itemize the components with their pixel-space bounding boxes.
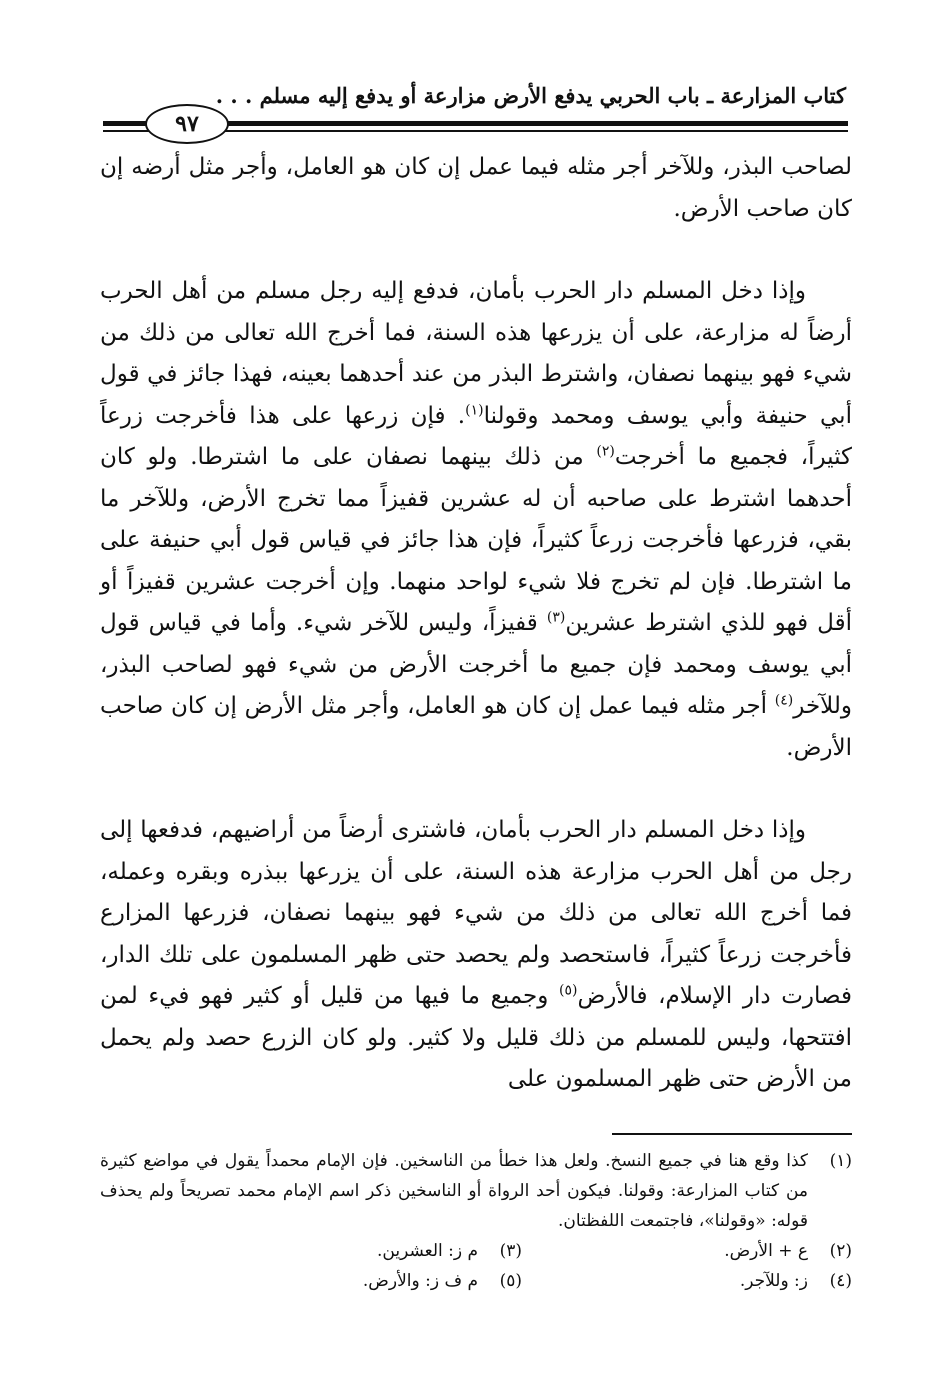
- running-title: كتاب المزارعة ـ باب الحربي يدفع الأرض مزارعة أو يدفع إليه مسلم . . .: [215, 83, 846, 108]
- paragraph-2-part-1: وإذا دخل المسلم دار الحرب بأمان، فدفع إليه رجل مسلم من أهل الحرب أرضاً له مزارعة، على أن يزرعها هذه السنة، فما أخرج الله تعالى من ذلك من شيء فهو بينهما نصفان، واشترط البذر من عند أحدهما بعينه، فهذا جائز في قول أبي حنيفة وأبي يوسف ومحمد وقولنا: [100, 278, 852, 429]
- paragraph-2-part-4: قفيزاً، وليس للآخر شيء. وأما في قياس قول أبي يوسف ومحمد فإن جميع ما أخرجت الأرض من شيء فهو لصاحب البذر، وللآخر: [100, 610, 852, 719]
- footnote-row-4-5: [100, 1266, 852, 1296]
- footnote-number: (٢): [829, 1241, 852, 1261]
- footnote-ref-3: (٣): [546, 609, 566, 626]
- footnote-number: (٤): [829, 1271, 852, 1291]
- body-text: [100, 147, 852, 1101]
- footnote-ref-4: (٤): [774, 692, 794, 709]
- footnote-ref-5: (٥): [559, 982, 578, 999]
- page-number: ٩٧: [145, 104, 229, 144]
- footnote-1: [100, 1146, 852, 1236]
- footnote-3: [192, 1236, 522, 1266]
- footnote-text: كذا وقع هنا في جميع النسخ. ولعل هذا خطأ من الناسخين. فإن الإمام محمداً يقول في مواضع كثيرة من كتاب المزارعة: وقولنا. فيكون أحد الرواة أو الناسخين ذكر اسم الإمام محمد تصريحاً ولم يحذف قوله: «وقولنا»، فاجتمعت اللفظتان.: [100, 1151, 808, 1231]
- footnote-text: م ز: العشرين.: [377, 1241, 478, 1261]
- paragraph-2: [100, 271, 852, 769]
- paragraph-3-part-2: وجميع ما فيها من قليل أو كثير فهو فيء لمن افتتحها، وليس للمسلم من ذلك قليل ولا كثير. ولو كان الزرع حصد ولم يحمل من الأرض حتى ظهر المسلمون على: [100, 983, 852, 1092]
- footnote-number: (٣): [499, 1241, 522, 1261]
- paragraph-2-part-2: . فإن زرعها على هذا فأخرجت زرعاً كثيراً، فجميع ما أخرجت: [100, 402, 853, 470]
- footnote-ref-2: (٢): [596, 443, 615, 460]
- footnote-ref-1: (١): [465, 401, 484, 418]
- footnote-4: [522, 1266, 852, 1296]
- footnotes: [100, 1146, 852, 1296]
- footnote-2: [522, 1236, 852, 1266]
- paragraph-1: لصاحب البذر، وللآخر أجر مثله فيما عمل إن كان هو العامل، وأجر مثل أرضه إن كان صاحب الأرض.: [100, 154, 852, 222]
- footnote-number: (٥): [499, 1271, 522, 1291]
- footnote-divider: [612, 1133, 852, 1135]
- footnote-number: (١): [829, 1151, 852, 1171]
- paragraph-2-part-3: من ذلك بينهما نصفان على ما اشترطا. ولو كان أحدهما اشترط على صاحبه أن له عشرين قفيزاً مما تخرج الأرض، وللآخر ما بقي، فزرعها فأخرجت زرعاً كثيراً، فإن هذا جائز في قياس قول أبي حنيفة على ما اشترطا. فإن لم تخرج فلا شيء لواحد منهما. وإن أخرجت عشرين قفيزاً أو أقل فهو للذي اشترط عشرين: [100, 444, 852, 636]
- footnote-row-2-3: [100, 1236, 852, 1266]
- footnote-5: [192, 1266, 522, 1296]
- footnote-text: م ف ز: والأرض.: [362, 1271, 478, 1291]
- paragraph-2-part-5: أجر مثله فيما عمل إن كان هو العامل، وأجر مثل الأرض إن كان صاحب الأرض.: [100, 693, 852, 761]
- paragraph-3-part-1: وإذا دخل المسلم دار الحرب بأمان، فاشترى أرضاً من أراضيهم، فدفعها إلى رجل من أهل الحرب مزارعة هذه السنة، على أن يزرعها ببذره وبقره وعمله، فما أخرج الله تعالى من ذلك من شيء فهو بينهما نصفان، فزرعها المزارع فأخرجت زرعاً كثيراً، فاستحصد ولم يحصد حتى ظهر المسلمون على تلك الدار، فصارت دار الإسلام، فالأرض: [100, 817, 852, 1009]
- footnote-text: ع + الأرض.: [724, 1241, 808, 1261]
- footnote-text: ز: وللآجر.: [739, 1271, 808, 1291]
- paragraph-3: [100, 810, 852, 1101]
